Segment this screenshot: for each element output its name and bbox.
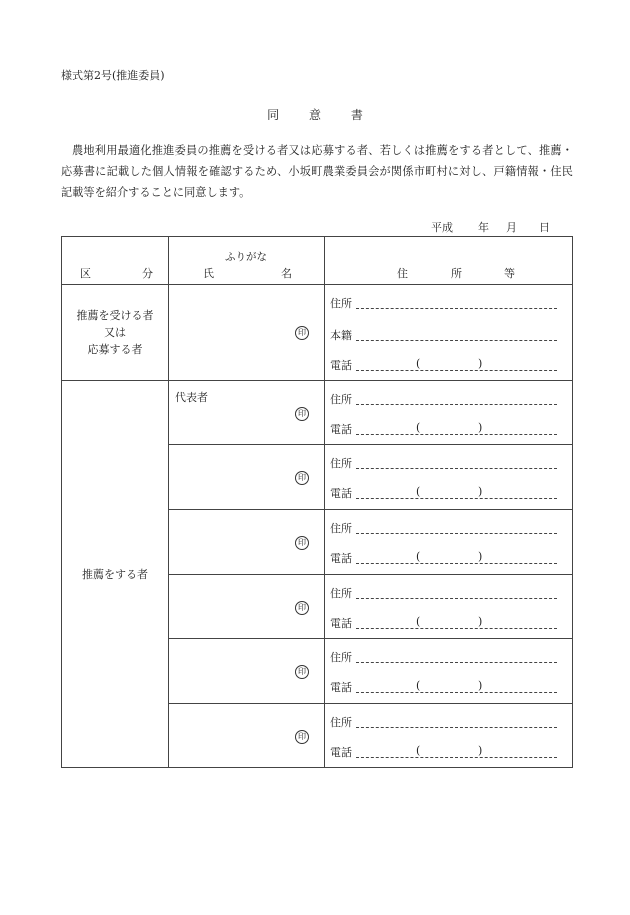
phone-label: 電話 [330,423,352,436]
header-text: 住 [397,267,408,280]
paren: ( [416,485,421,498]
header-text: 名 [281,267,292,280]
phone-label: 電話 [330,681,352,694]
address-label: 住所 [330,522,352,535]
recommender-address-field [325,510,573,575]
paren: ( [416,421,421,434]
address-label: 住所 [330,716,352,729]
phone-input[interactable] [356,434,557,435]
header-text: 氏 [203,267,214,280]
date-day: 日 [539,221,550,234]
paren: ( [416,679,421,692]
address-input[interactable] [356,468,557,469]
address-input[interactable] [356,727,557,728]
header-address [325,237,573,285]
phone-input[interactable] [356,563,557,564]
phone-input[interactable] [356,757,557,758]
recommender-address-field [325,575,573,639]
phone-label: 電話 [330,487,352,500]
date-year: 年 [478,221,489,234]
header-text: 等 [504,267,515,280]
recommender-name-field[interactable] [169,510,325,575]
form-number: 様式第2号(推進委員) [61,69,165,82]
representative-label: 代表者 [175,391,208,404]
header-furigana: ふりがな [225,251,267,263]
paren: ) [478,550,483,563]
paren: ) [478,485,483,498]
phone-input[interactable] [356,692,557,693]
title-char: 同 [267,108,280,122]
recommender-address-field [325,381,573,445]
paren: ( [416,357,421,370]
title-char: 書 [350,108,363,122]
phone-label: 電話 [330,552,352,565]
seal-mark: 印 [295,730,309,744]
address-input[interactable] [356,598,557,599]
address-label: 住所 [330,587,352,600]
recommender-name-field[interactable] [169,445,325,510]
recommender-address-field [325,704,573,768]
header-text: 所 [451,267,462,280]
recommender-name-field[interactable] [169,639,325,704]
paren: ( [416,550,421,563]
paren: ) [478,421,483,434]
nominee-name-field[interactable] [169,285,325,381]
phone-label: 電話 [330,746,352,759]
nominee-row [62,285,573,381]
nominee-category [62,285,169,381]
header-text: 区 [80,267,91,280]
phone-label: 電話 [330,359,352,372]
paren: ) [478,679,483,692]
address-label: 住所 [330,457,352,470]
recommender-name-field[interactable] [169,381,325,445]
consent-statement: 農地利用最適化推進委員の推薦を受ける者又は応募する者、若しくは推薦をする者として、推薦・応募書に記載した個人情報を確認するため、小坂町農業委員会が関係市町村に対し、戸籍情報・住民記載等を紹介することに同意します。 [61,144,573,199]
seal-mark: 印 [295,601,309,615]
document-title [0,106,630,123]
address-label: 住所 [330,297,352,310]
address-input[interactable] [356,404,557,405]
paren: ) [478,357,483,370]
seal-mark: 印 [295,326,309,340]
recommender-name-field[interactable] [169,704,325,768]
recommender-name-field[interactable] [169,575,325,639]
seal-mark: 印 [295,407,309,421]
recommender-category: 推薦をする者 [62,381,169,768]
paren: ( [416,744,421,757]
address-input[interactable] [356,308,557,309]
domicile-label: 本籍 [330,329,352,342]
seal-mark: 印 [295,665,309,679]
paren: ) [478,615,483,628]
category-text: 又は [104,326,126,339]
recommender-row [62,381,573,445]
phone-input[interactable] [356,498,557,499]
seal-mark: 印 [295,536,309,550]
phone-input[interactable] [356,370,557,371]
address-label: 住所 [330,651,352,664]
domicile-input[interactable] [356,340,557,341]
paren: ( [416,615,421,628]
category-text: 推薦を受ける者 [76,309,154,322]
address-input[interactable] [356,662,557,663]
recommender-address-field [325,445,573,510]
date-era: 平成 [431,221,453,234]
header-name [169,237,325,285]
title-char: 意 [308,108,321,122]
header-category [62,237,169,285]
consent-table [61,236,573,768]
header-text: 分 [142,267,153,280]
paren: ) [478,744,483,757]
table-header-row [62,237,573,285]
address-input[interactable] [356,533,557,534]
recommender-address-field [325,639,573,704]
nominee-address-field [325,285,573,381]
seal-mark: 印 [295,471,309,485]
phone-label: 電話 [330,617,352,630]
date-month: 月 [506,221,517,234]
category-text: 応募する者 [87,343,143,356]
address-label: 住所 [330,393,352,406]
phone-input[interactable] [356,628,557,629]
